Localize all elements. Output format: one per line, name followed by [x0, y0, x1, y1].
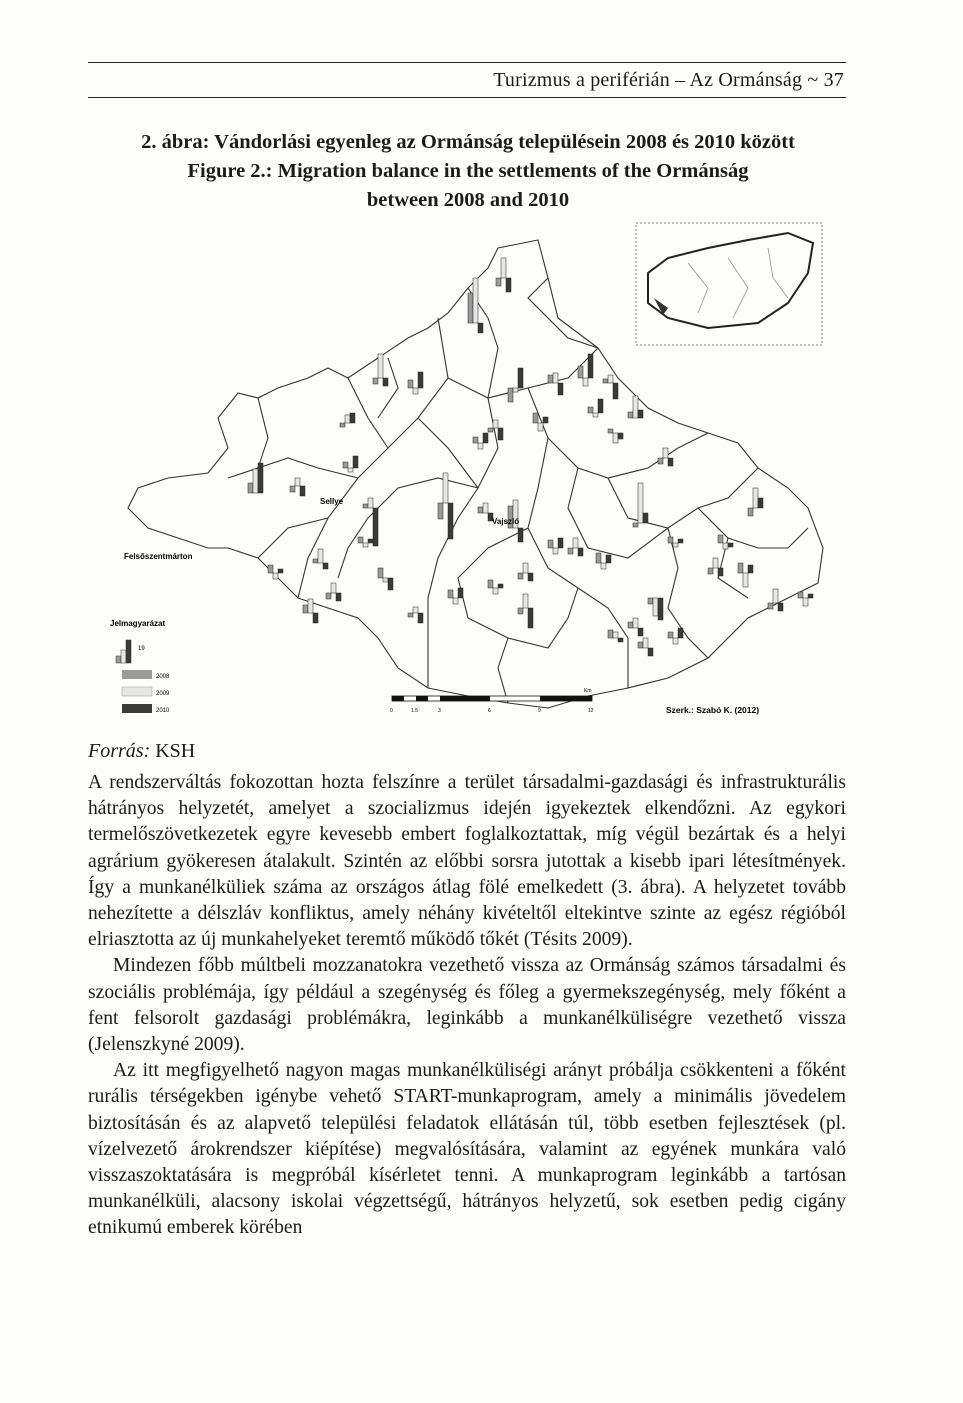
settlement-bar [303, 605, 308, 613]
settlement-bar [326, 593, 331, 599]
settlement-bar [473, 437, 478, 443]
settlement-bar [363, 543, 368, 547]
inset-map-hungary [636, 223, 822, 345]
settlement-bar [458, 588, 463, 598]
running-title: Turizmus a periférián – Az Ormánság ~ 37 [493, 69, 844, 91]
legend-swatch-2010 [122, 704, 152, 713]
legend-sample-bar-2010 [126, 640, 131, 663]
settlement-bar [583, 378, 588, 386]
settlement-bar [518, 608, 523, 614]
settlement-bar [488, 428, 493, 432]
settlement-bar [608, 429, 613, 433]
settlement-bar [528, 573, 533, 581]
legend-sample-bar-2008 [116, 656, 121, 663]
settlement-bar [603, 379, 608, 383]
settlement-bar [413, 388, 418, 394]
settlement-bar [413, 607, 418, 613]
settlement-bar [748, 565, 753, 573]
settlement-bar [578, 366, 583, 378]
settlement-bar [638, 483, 643, 523]
settlement-bar [708, 568, 713, 574]
settlement-bar [506, 278, 511, 292]
settlement-bar [300, 486, 305, 496]
settlement-bar [638, 642, 643, 648]
settlement-bars [248, 258, 813, 656]
settlement-bar [383, 578, 388, 582]
settlement-bar [368, 498, 373, 508]
settlement-bar [718, 535, 723, 543]
settlement-bar [438, 503, 443, 519]
settlement-bar [493, 588, 498, 594]
settlement-bar [483, 433, 488, 443]
settlement-bar [478, 507, 483, 513]
figure-caption-hu: 2. ábra: Vándorlási egyenleg az Ormánság településein 2008 és 2010 között [141, 131, 795, 153]
settlement-bar [418, 613, 423, 623]
settlement-bar [578, 548, 583, 556]
settlement-bar [653, 598, 658, 616]
settlement-bar [468, 293, 473, 323]
figure-source [88, 740, 195, 763]
settlement-bar [488, 580, 493, 588]
settlement-bar [743, 573, 748, 587]
settlement-bar [773, 589, 778, 603]
settlement-bar [668, 632, 673, 638]
settlement-bar [498, 584, 503, 588]
settlement-bar [628, 622, 633, 628]
settlement-bar [538, 423, 543, 431]
settlement-bar [358, 537, 363, 543]
settlement-bar [443, 473, 448, 503]
settlement-bar [738, 563, 743, 573]
settlement-bar [613, 433, 618, 443]
scale-tick-5: 12 [588, 708, 594, 714]
scale-bar [390, 688, 594, 714]
migration-map-figure [108, 218, 836, 733]
settlement-bar [553, 373, 558, 383]
settlement-bar [518, 528, 523, 542]
running-header [88, 62, 846, 98]
settlement-bar [508, 388, 513, 402]
settlement-bar [278, 569, 283, 573]
settlement-bar [678, 539, 683, 543]
settlement-bar [723, 543, 728, 549]
map-credit: Szerk.: Szabó K. (2012) [666, 705, 760, 715]
settlement-bar [608, 630, 613, 638]
settlement-bar [483, 503, 488, 513]
settlement-bar [290, 486, 295, 492]
settlement-bar [673, 638, 678, 644]
legend-year-2009: 2009 [156, 691, 170, 697]
settlement-bar [345, 415, 350, 423]
legend-swatch-2009 [122, 687, 152, 696]
settlement-bar [568, 548, 573, 554]
settlement-bar [618, 638, 623, 642]
scale-tick-3: 6 [488, 708, 491, 714]
settlement-bar [518, 573, 523, 579]
settlement-bar [523, 594, 528, 608]
settlement-bar [528, 608, 533, 628]
settlement-bar [523, 563, 528, 573]
paragraph-3: Az itt megfigyelhető nagyon magas munkanélküliségi arányt próbálja csökkenteni a főként rurális térségekben igénybe vehető START-munkaprogram, amely a minimális jövedelem biztosításán és az alapvető települési feladatok ellátásán túl, több esetben fejlesztések (pl. vízelvezető árokrendszer kiépítése) megvalósítására, valamint az egyének munkára való visszaszoktatására is megpróbál kísérletet tenni. A munkaprogram leginkább a tartósan munkanélküli, alacsony iskolai végzettségű, hátrányos helyzetű, sok esetben pedig cigány etnikumú emberek körében [88, 1060, 846, 1239]
body-text [88, 770, 846, 1242]
settlement-bar [598, 399, 603, 413]
settlement-bar [678, 628, 683, 638]
settlement-bar [493, 420, 498, 428]
settlement-bar [638, 410, 643, 418]
settlement-bar [501, 258, 506, 278]
settlement-bar [518, 368, 523, 388]
settlement-bar [268, 565, 273, 573]
settlement-bar [543, 417, 548, 423]
settlement-bar [473, 278, 478, 323]
settlement-bar [573, 538, 578, 548]
settlement-bar [648, 648, 653, 656]
settlement-bar [768, 603, 773, 609]
settlement-bar [618, 433, 623, 439]
scale-tick-2: 3 [438, 708, 441, 714]
settlement-bar [558, 383, 563, 395]
source-label: Forrás: [88, 740, 151, 762]
settlement-bar [383, 378, 388, 386]
settlement-bar [378, 568, 383, 578]
settlement-bar [353, 456, 358, 468]
settlement-bar [448, 503, 453, 539]
settlement-bar [323, 563, 328, 569]
settlement-bar [808, 594, 813, 598]
settlement-bar [643, 638, 648, 648]
settlement-bar [718, 568, 723, 576]
settlement-bar [453, 598, 458, 604]
settlement-bar [668, 537, 673, 543]
settlement-bar [513, 388, 518, 392]
settlement-bar [728, 543, 733, 547]
settlement-bar [613, 383, 618, 399]
settlement-bar [350, 413, 355, 423]
settlement-bar [753, 488, 758, 508]
settlement-bar [378, 354, 383, 378]
settlement-bar [308, 599, 313, 613]
settlement-bar [713, 558, 718, 568]
settlement-bar [373, 508, 378, 546]
settlement-bar [448, 590, 453, 598]
settlement-bar [593, 413, 598, 417]
settlement-bar [318, 549, 323, 563]
settlement-bar [633, 396, 638, 418]
legend-sample-bar-2009 [121, 650, 126, 663]
settlement-bar [673, 543, 678, 547]
settlement-bar [418, 372, 423, 388]
settlement-bar [348, 468, 353, 472]
settlement-bar [596, 553, 601, 563]
paragraph-1: A rendszerváltás fokozottan hozta felszínre a terület társadalmi-gazdasági és infrastrukturális hátrányos helyzetét, amelyet a szocializmus idején igyekeztek elkendőzni. Az egykori termelőszövetkezetek egyre kevesebb embert foglalkoztattak, míg végül bezártak és a helyi agrárium gyökeresen átalakult. Szintén az előbbi sorsra jutottak a kisebb ipari létesítmények. Így a munkanélküliek száma az országos átlag fölé emelkedett (3. ábra). A helyzetet tovább nehezítette a délszláv konfliktus, amely néhány kivételtől eltekintve szinte az egész régióból elriasztotta az új munkahelyeket teremtő működő tőkét (Tésits 2009). [88, 772, 846, 951]
scale-tick-1: 1.5 [411, 708, 418, 714]
legend-year-2010: 2010 [156, 708, 170, 714]
settlement-bar [336, 593, 341, 601]
settlement-bar [478, 443, 483, 449]
settlement-bar [658, 598, 663, 620]
settlement-bar [408, 613, 413, 617]
settlement-bar [778, 603, 783, 611]
settlement-bar [478, 323, 483, 333]
figure-caption-en-line1: Figure 2.: Migration balance in the settlements of the Ormánság [187, 160, 749, 182]
settlement-bar [388, 578, 393, 590]
settlement-bar [363, 504, 368, 508]
settlement-bar [633, 523, 638, 527]
settlement-bar [548, 375, 553, 383]
map-legend [110, 619, 170, 714]
settlement-bar [248, 483, 253, 493]
settlement-bar [668, 458, 673, 466]
settlement-bar [548, 540, 553, 548]
settlement-bar [368, 539, 373, 543]
label-vajszlo: Vajszló [492, 517, 520, 526]
settlement-bar [648, 598, 653, 604]
scale-tick-4: 9 [538, 708, 541, 714]
settlement-bar [588, 354, 593, 378]
settlement-bar [613, 632, 618, 638]
settlement-bar [658, 458, 663, 464]
settlement-bar [273, 573, 278, 579]
settlement-bar [343, 462, 348, 468]
settlement-bar [373, 378, 378, 384]
paragraph-2: Mindezen főbb múltbeli mozzanatokra vezethető vissza az Ormánság számos társadalmi és szociális problémája, így például a szegénység és főleg a gyermekszegénység, mely főként a fent felsorolt gazdasági problémákra, leginkább a munkanélküliségre vezethető vissza (Jelenszkyné 2009). [88, 955, 846, 1056]
settlement-bar [798, 592, 803, 598]
settlement-bar [331, 583, 336, 593]
settlement-bar [533, 413, 538, 423]
scale-tick-0: 0 [390, 708, 393, 714]
settlement-bar [558, 538, 563, 548]
legend-title: Jelmagyarázat [110, 619, 166, 628]
settlement-bar [340, 423, 345, 427]
label-felsoszentmarton: Felsőszentmárton [124, 552, 193, 561]
migration-map [108, 218, 836, 733]
settlement-bar [588, 407, 593, 413]
settlement-bar [295, 478, 300, 486]
settlement-bar [408, 380, 413, 388]
scale-unit: Km [584, 688, 592, 694]
settlement-bar [608, 375, 613, 383]
settlement-bar [601, 563, 606, 569]
settlement-bar [606, 555, 611, 563]
settlement-bar [803, 598, 808, 606]
figure-caption-en-line2: between 2008 and 2010 [366, 189, 570, 211]
source-value: KSH [155, 740, 196, 762]
settlement-bar [258, 463, 263, 493]
settlement-bar [553, 548, 558, 554]
settlement-bar [638, 628, 643, 636]
label-sellye: Sellye [320, 497, 344, 506]
settlement-bar [643, 513, 648, 523]
settlement-bar [663, 448, 668, 458]
settlement-bar [758, 498, 763, 508]
settlement-bar [313, 613, 318, 623]
settlement-bar [633, 618, 638, 628]
settlement-bar [496, 278, 501, 286]
settlement-bar [253, 469, 258, 493]
legend-year-2008: 2008 [156, 674, 170, 680]
settlement-bar [498, 428, 503, 440]
settlement-bar [628, 412, 633, 418]
settlement-bar [313, 559, 318, 563]
settlement-bar [748, 508, 753, 516]
legend-swatch-2008 [122, 670, 152, 679]
legend-sample-value: 19 [138, 646, 145, 652]
